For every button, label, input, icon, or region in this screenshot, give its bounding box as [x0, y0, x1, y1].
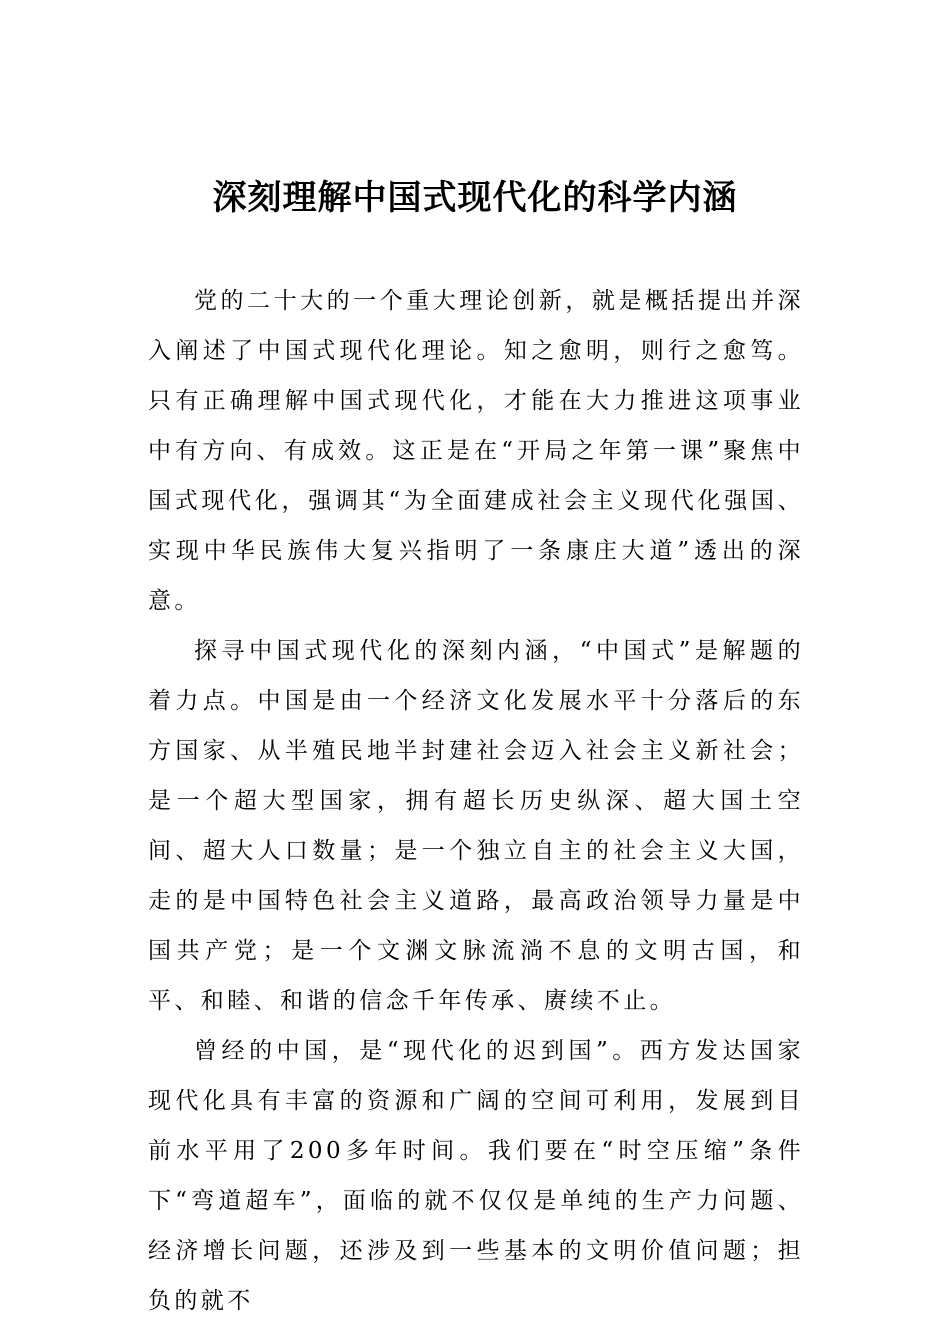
paragraph-3: 曾经的中国，是“现代化的迟到国”。西方发达国家现代化具有丰富的资源和广阔的空间可利用，发展到目前水平用了200多年时间。我们要在“时空压缩”条件下“弯道超车”，面临的就不仅仅是单纯的生产力问题、经济增长问题，还涉及到一些基本的文明价值问题；担负的就不 [148, 1038, 804, 1314]
paragraph-1: 党的二十大的一个重大理论创新，就是概括提出并深入阐述了中国式现代化理论。知之愈明，则行之愈笃。只有正确理解中国式现代化，才能在大力推进这项事业中有方向、有成效。这正是在“开局之年第一课”聚焦中国式现代化，强调其“为全面建成社会主义现代化强国、实现中华民族伟大复兴指明了一条康庄大道”透出的深意。 [148, 288, 804, 614]
document-title: 深刻理解中国式现代化的科学内涵 [212, 178, 738, 218]
paragraph-2: 探寻中国式现代化的深刻内涵，“中国式”是解题的着力点。中国是由一个经济文化发展水平十分落后的东方国家、从半殖民地半封建社会迈入社会主义新社会；是一个超大型国家，拥有超长历史纵深、超大国土空间、超大人口数量；是一个独立自主的社会主义大国，走的是中国特色社会主义道路，最高政治领导力量是中国共产党；是一个文渊文脉流淌不息的文明古国，和平、和睦、和谐的信念千年传承、赓续不止。 [148, 638, 804, 1014]
document-body [148, 276, 804, 1326]
